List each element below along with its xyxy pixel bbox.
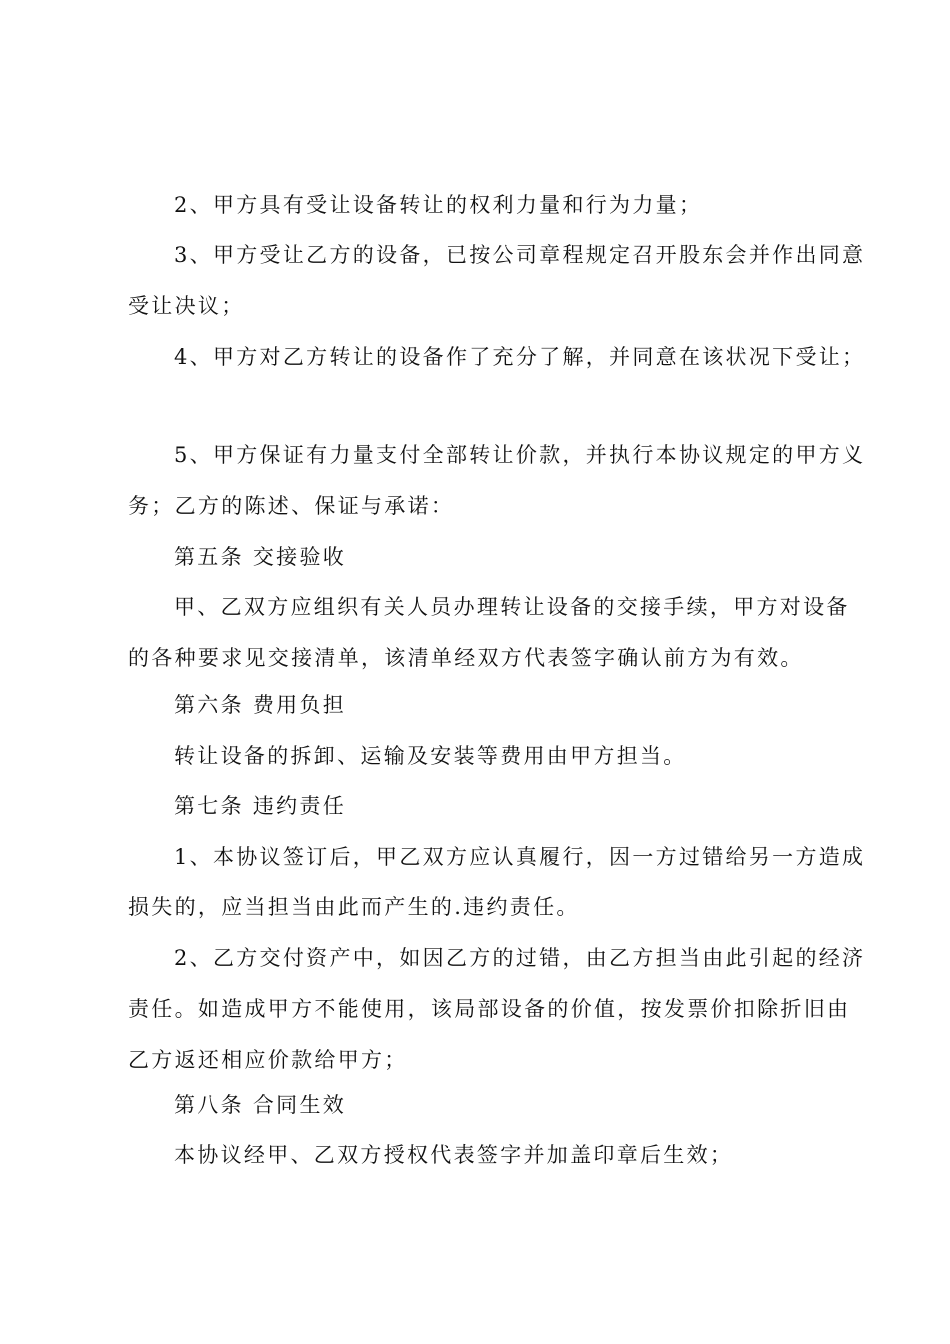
article-8-heading: 第八条 合同生效 [174,1093,347,1117]
article-5-heading: 第五条 交接验收 [174,545,347,569]
article-5-text-line-1: 甲、乙双方应组织有关人员办理转让设备的交接手续，甲方对设备 [174,595,850,619]
clause-2-line: 2、甲方具有受让设备转让的权利力量和行为力量； [174,193,703,217]
article-7-item-2-line-1: 2、乙方交付资产中，如因乙方的过错，由乙方担当由此引起的经济 [174,946,866,970]
article-6-heading: 第六条 费用负担 [174,693,347,717]
clause-3-line-2: 受让决议； [128,294,245,318]
article-7-item-2-line-2: 责任。如造成甲方不能使用，该局部设备的价值，按发票价扣除折旧由 [128,997,851,1021]
article-7-heading: 第七条 违约责任 [174,794,347,818]
article-5-text-line-2: 的各种要求见交接清单，该清单经双方代表签字确认前方为有效。 [128,646,804,670]
article-7-item-1-line-2: 损失的，应当担当由此而产生的.违约责任。 [128,895,580,919]
article-8-text: 本协议经甲、乙双方授权代表签字并加盖印章后生效； [174,1143,734,1167]
clause-5-line-2: 务；乙方的陈述、保证与承诺： [128,494,455,518]
clause-5-line-1: 5、甲方保证有力量支付全部转让价款，并执行本协议规定的甲方义 [174,443,866,467]
article-7-item-1-line-1: 1、本协议签订后，甲乙双方应认真履行，因一方过错给另一方造成 [174,845,866,869]
clause-3-line-1: 3、甲方受让乙方的设备，已按公司章程规定召开股东会并作出同意 [174,243,866,267]
article-6-text: 转让设备的拆卸、运输及安装等费用由甲方担当。 [174,744,687,768]
clause-4-line: 4、甲方对乙方转让的设备作了充分了解，并同意在该状况下受让； [174,345,866,369]
article-7-item-2-line-3: 乙方返还相应价款给甲方； [128,1048,408,1072]
